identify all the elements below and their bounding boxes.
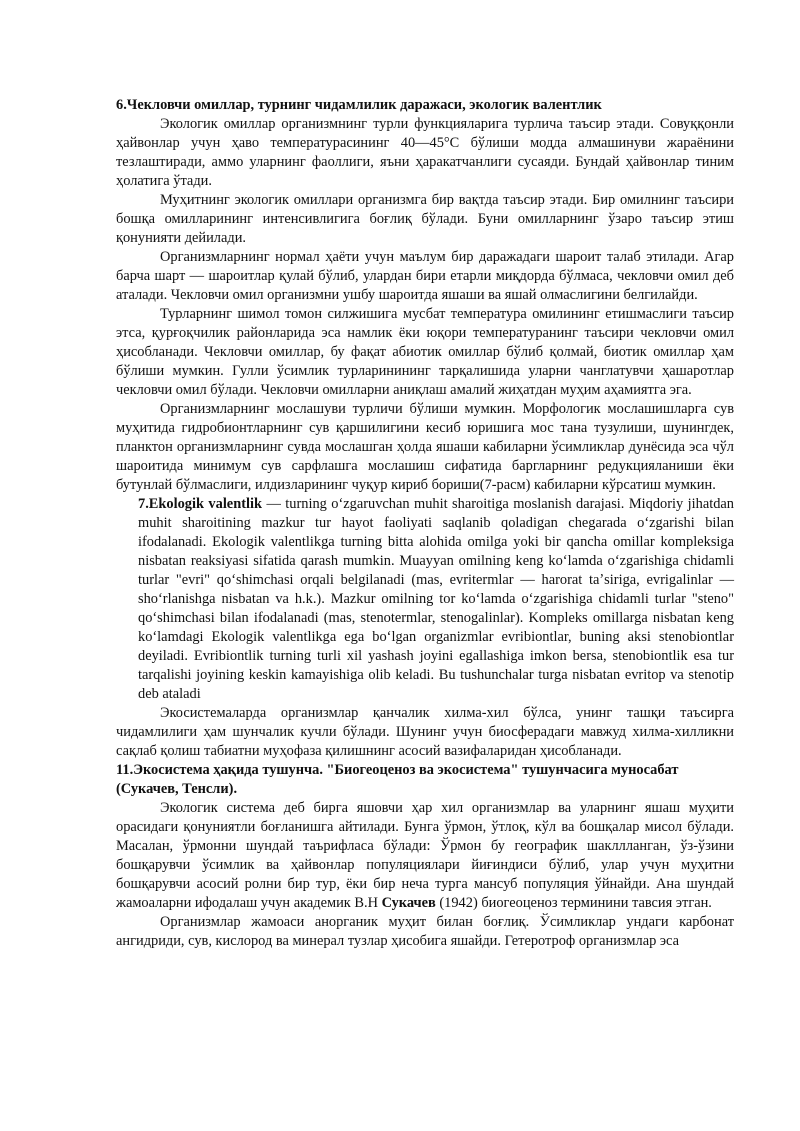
section-6-paragraph-5: Организмларнинг мослашуви турличи бўлиши мумкин. Морфологик мослашишларга сув муҳитида гидробионтларнинг сув қаршилигини кесиб юришига мос тана тузулиши, шунингдек, планктон организмларнинг сувда мослашган ҳолда яшаши кабиларни ўсимликлар дунёсида эса чўл шароитида минимум сув сарфлашга мослашиш сифатида баргларнинг редукцияланиши ёки бутунлай бўлмаслиги, илдизларининг чуқур кириб бориши(7-расм) кабиларни кўрсатиш мумкин. [116, 401, 734, 493]
section-6-paragraph-4: Турларнинг шимол томон силжишига мусбат температура омилининг етишмаслиги таъсир этса, қурғоқчилик районларида эса намлик ёки юқори температуранинг таъсири чекловчи омил ҳисобланади. Чекловчи омиллар, бу фақат абиотик омиллар бўлиб қолмай, биотик омиллар ҳам бўлиши мумкин. Гулли ўсимлик турларинининг тарқалишида уларни чанглатувчи ҳашаротлар чекловчи омил бўлади. Чекловчи омилларни аниқлаш амалий жиҳатдан муҳим аҳамиятга эга. [116, 306, 734, 398]
section-6-paragraph-1: Экологик омиллар организмнинг турли функцияларига турлича таъсир этади. Совуққонли ҳайвонлар учун ҳаво температурасининг 40—45°С бўлиши модда алмашинуви жараёнини тезлаштиради, аммо уларнинг фаоллиги, яъни ҳаракатчанлиги сусаяди. Бундай ҳайвонлар тиним ҳолатига ўтади. [116, 116, 734, 189]
section-6-heading: 6.Чекловчи омиллар, турнинг чидамлилик даражаси, экологик валентлик [116, 97, 602, 113]
section-11-paragraph-1 [116, 799, 734, 913]
section-6-paragraph-3: Организмларнинг нормал ҳаёти учун маълум бир даражадаги шароит талаб этилади. Агар барча шарт — шароитлар қулай бўлиб, улардан бири етарли миқдорда бўлмаса, чекловчи омил деб аталади. Чекловчи омил организмни ушбу шароитда яшаши ва яшай олмаслигини белгилайди. [116, 249, 734, 303]
section-7-after-paragraph: Экосистемаларда организмлар қанчалик хилма-хил бўлса, унинг ташқи таъсирга чидамлилиги ҳам шунчалик кучли бўлади. Шунинг учун биосферадаги мавжуд хилма-хилликни сақлаб қолиш табиатни муҳофаза қилишнинг асосий вазифаларидан ҳисобланади. [116, 705, 734, 759]
section-11-paragraph-2: Организмлар жамоаси анорганик муҳит билан боғлиқ. Ўсимликлар ундаги карбонат ангидриди, сув, кислород ва минерал тузлар ҳисобига яшайди. Гетеротроф организмлар эса [116, 914, 734, 949]
section-11-p1-after: (1942) биогеоценоз терминини тавсия этган. [435, 895, 712, 911]
section-7-term: 7.Ekologik valentlik [138, 496, 262, 512]
section-11-p1-text: Экологик система деб бирга яшовчи ҳар хил организмлар ва уларнинг яшаш муҳити орасидаги қонуниятли боғланишга айтилади. Бунга ўрмон, ўтлоқ, кўл ва бошқалар мисол бўлади. Масалан, ўрмонни шундай таърифласа бўлади: Ўрмон бу географик шакллланган, ўз-ўзини бошқарувчи ўсимлик ва ҳайвонлар популяциялари йиғиндиси бўлиб, улар учун муҳитни бошқарувчи асосий ролни бир тур, ёки бир неча турга мансуб популяция ўйнайди. Ана шундай жамоаларни ифодалаш учун академик В.Н [116, 800, 734, 911]
section-11-p1-bold: Сукачев [381, 895, 436, 911]
section-11-heading: 11.Экосистема ҳақида тушунча. "Биогеоценоз ва экосистема" тушунчасига муносабат (Сукачев, Тенсли). [116, 762, 679, 797]
section-6-paragraph-2: Муҳитнинг экологик омиллари организмга бир вақтда таъсир этади. Бир омилнинг таъсири бошқа омилларининг интенсивлигига боғлиқ бўлади. Буни омилларнинг ўзаро таъсир этиш қонунияти дейилади. [116, 192, 734, 246]
section-7-paragraph [138, 495, 734, 704]
section-7-text: — turning oʻzgaruvchan muhit sharoitiga moslanish darajasi. Miqdoriy jihatdan muhit sharoitining mazkur tur hayot faoliyati saqlanib qoladigan chegarada oʻzgarishi bilan ifodalanadi. Ekologik valentlikga turning bitta alohida omilga yoki bir qancha omillar kompleksiga nisbatan reaksiyasi sifatida qarash mumkin. Muayyan omilning keng koʻlamda oʻzgarishiga chidamli turlar "evri" qoʻshimchasi orqali belgilanadi (mas, evritermlar — harorat taʼsiriga, evrigalinlar — shoʻrlanishga nisbatan va h.k.). Mazkur omilning tor koʻlamda oʻzgarishiga chidamli turlar "steno" qoʻshimchasi bilan ifodalanadi (mas, stenotermlar, stenogalinlar). Kompleks omillarga nisbatan keng koʻlamdagi Ekologik valentlikga ega boʻlgan organizmlar evribiontlar, buning aksi stenobiontlar deyiladi. Evribiontlik turning turli xil yashash joyini egallashiga imkon bersa, stenobiontlik esa tur tarqalishi joyining keskin kamayishiga olib keladi. Bu tushunchalar turga nisbatan evritop va stenotip deb ataladi [138, 496, 734, 702]
